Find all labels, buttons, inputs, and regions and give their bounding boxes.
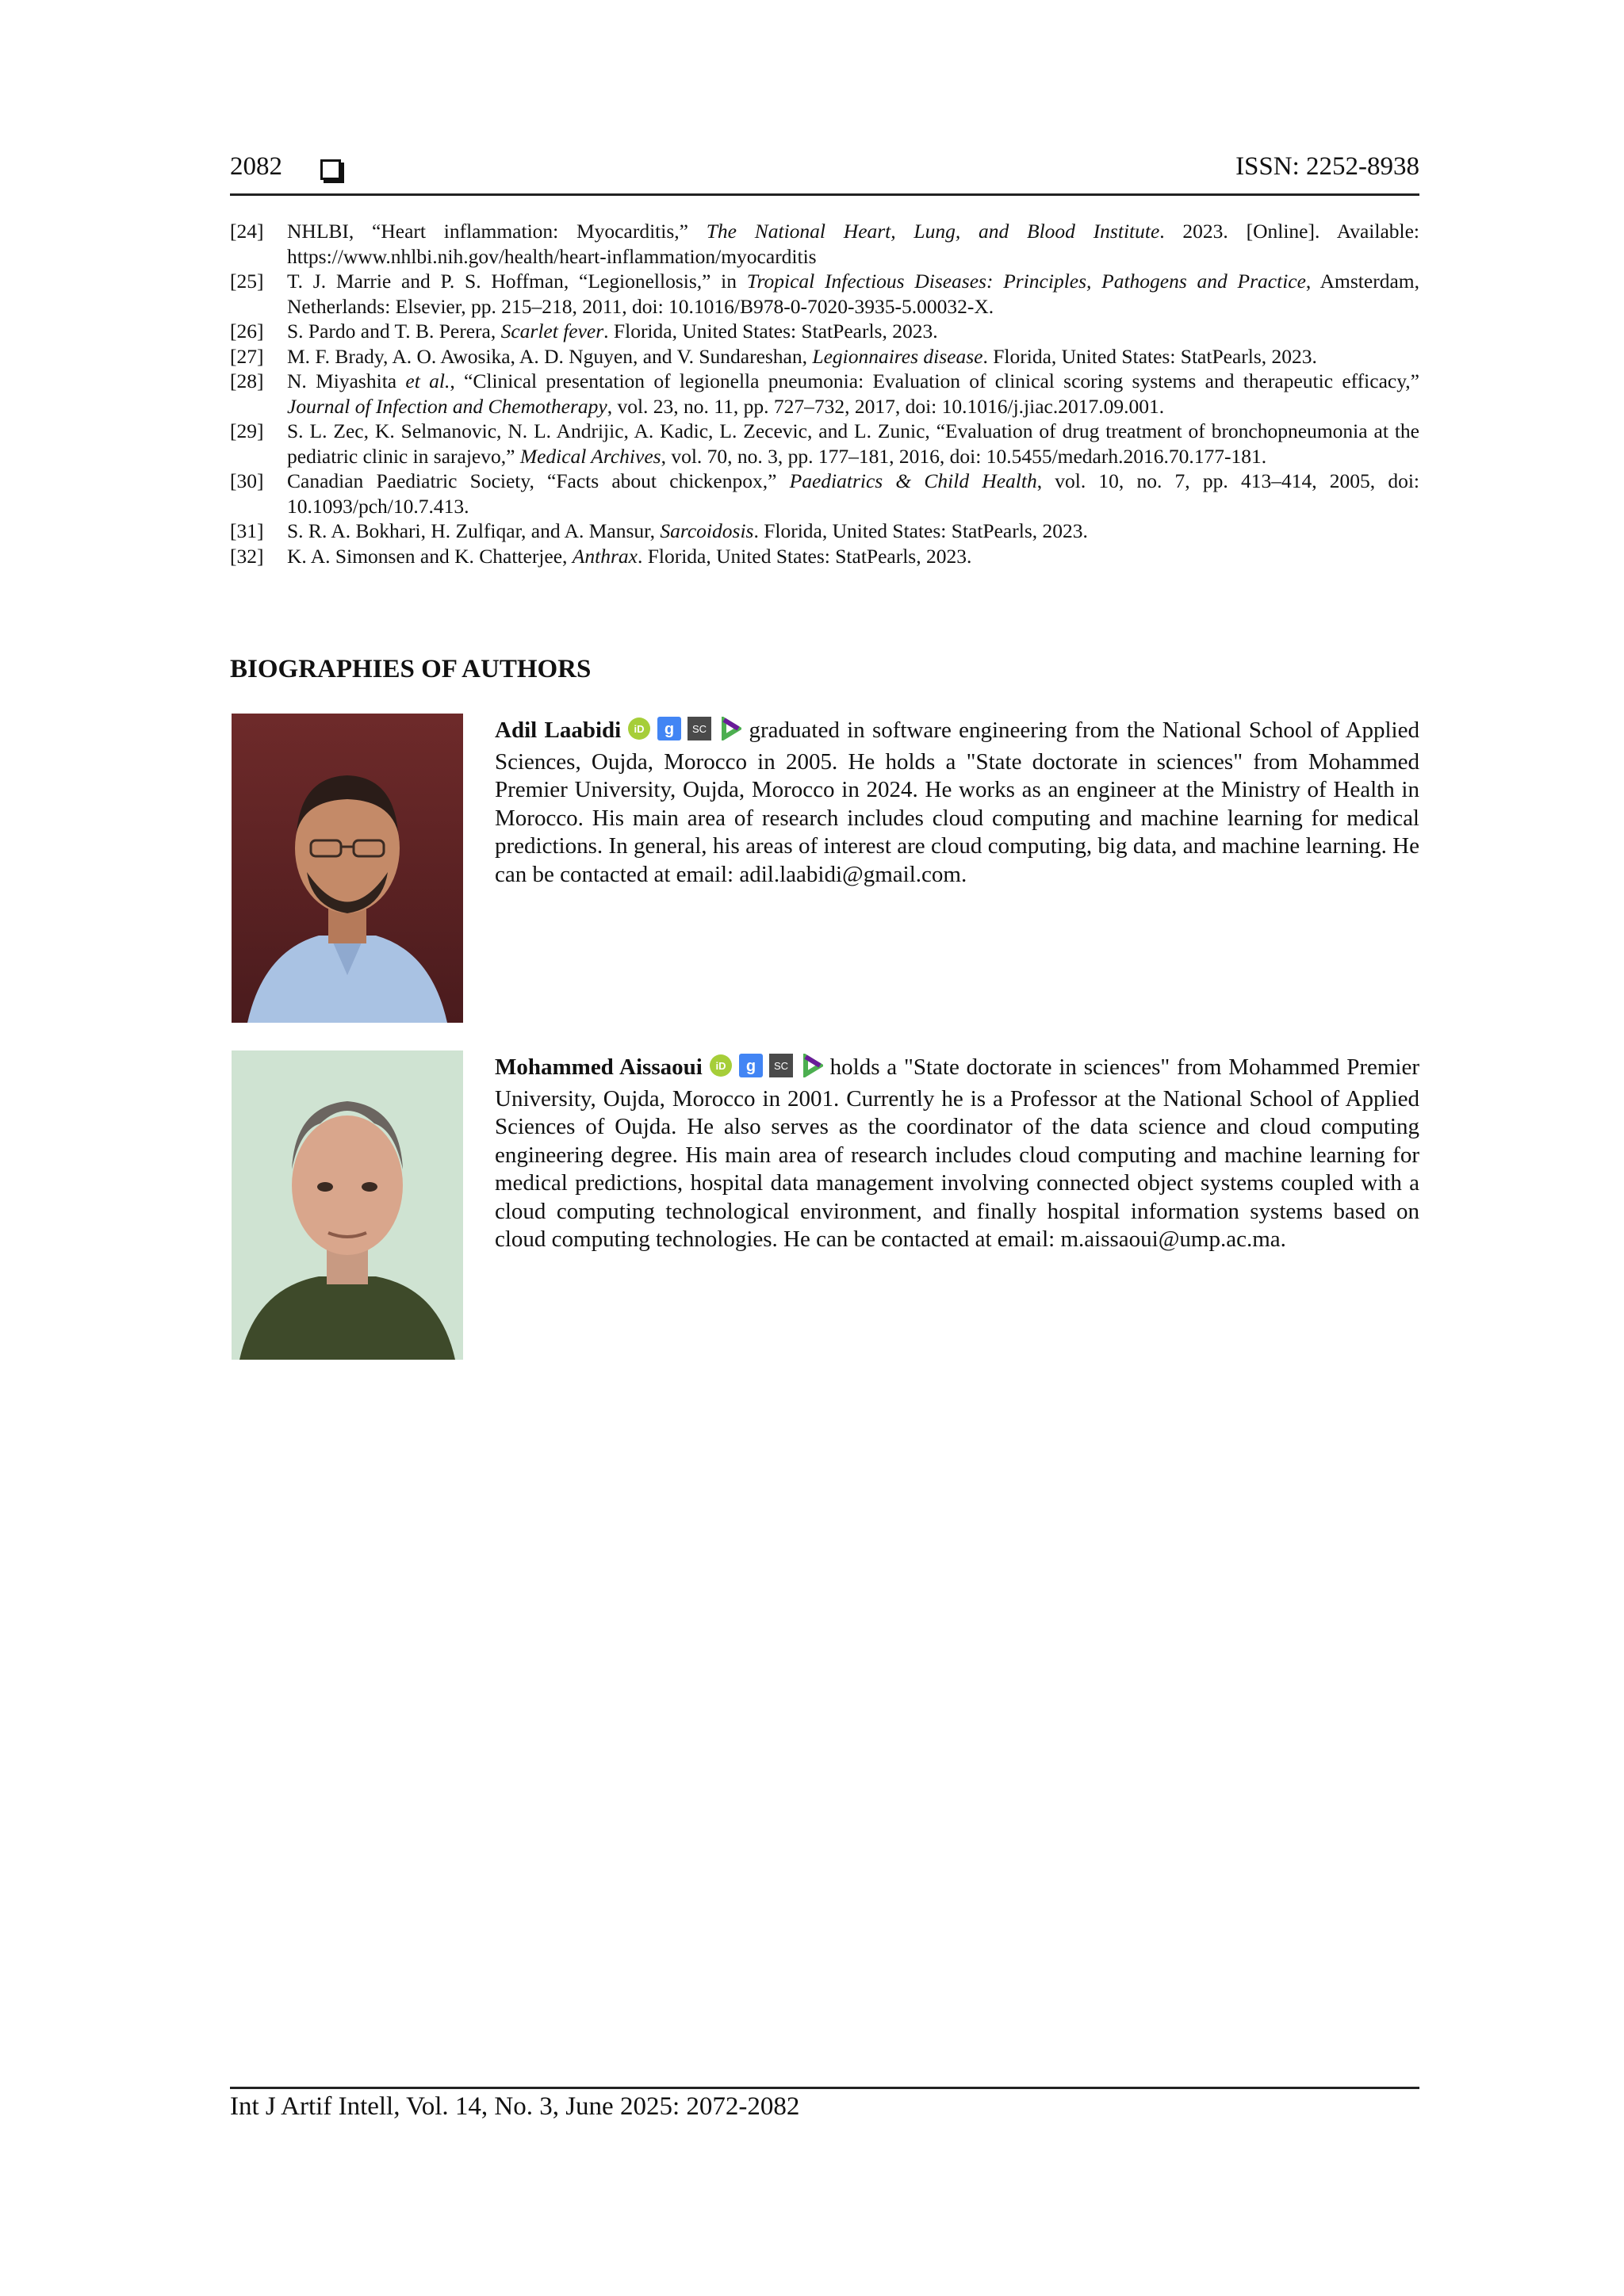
- reference-segment: T. J. Marrie and P. S. Hoffman, “Legionellosis,” in: [287, 270, 747, 293]
- reference-number: [29]: [230, 419, 264, 442]
- reference-text: [287, 519, 1088, 542]
- reference-segment: S. R. A. Bokhari, H. Zulfiqar, and A. Mansur,: [287, 519, 661, 542]
- reference-italic-segment: et al.: [405, 369, 450, 392]
- reference-italic-segment: Tropical Infectious Diseases: Principles, Pathogens and Practice: [746, 270, 1306, 293]
- reference-item: [230, 219, 1419, 269]
- reference-italic-segment: Sarcoidosis: [660, 519, 754, 542]
- bio-body: holds a "State doctorate in sciences" from Mohammed Premier University, Oujda, Morocco in 2001. Currently he is a Professor at the National School of Applied Sciences of Oujda. He also serves as the coordinator of the data science and cloud computing engineering degree. His main area of research includes cloud computing and machine learning for medical predictions, hospital data management involving connected object systems coupled with a cloud computing technological environment, and finally hospital information systems based on cloud computing technologies. He can be contacted at email: m.aissaoui@ump.ac.ma.: [495, 1054, 1420, 1252]
- author-photo: [232, 1050, 463, 1360]
- reference-item: [230, 519, 1419, 544]
- reference-segment: K. A. Simonsen and K. Chatterjee,: [287, 544, 573, 568]
- orcid-label: iD: [715, 1060, 726, 1072]
- reference-segment: , “Clinical presentation of legionella pneumonia: Evaluation of clinical scoring systems and therapeutic efficacy,”: [450, 369, 1420, 392]
- reference-number: [25]: [230, 270, 264, 293]
- orcid-icon[interactable]: [709, 1054, 733, 1085]
- author-name: Mohammed Aissaoui: [495, 1054, 703, 1080]
- journal-citation: Int J Artif Intell, Vol. 14, No. 3, June 2025: 2072-2082: [230, 2092, 800, 2121]
- scholar-label: g: [745, 1058, 756, 1075]
- reference-segment: Canadian Paediatric Society, “Facts about chickenpox,”: [287, 469, 790, 492]
- reference-number: [30]: [230, 469, 264, 492]
- orcid-label: iD: [634, 723, 645, 735]
- reference-segment: . 2023. [Online]. Available: https://www.nhlbi.nih.gov/health/heart-inflammation/myocarditis: [287, 220, 1420, 268]
- author-name: Adil Laabidi: [495, 718, 622, 743]
- reference-italic-segment: The National Heart, Lung, and Blood Institute: [706, 220, 1160, 243]
- reference-number: [24]: [230, 220, 264, 243]
- reference-segment: M. F. Brady, A. O. Awosika, A. D. Nguyen, and V. Sundareshan,: [287, 344, 813, 368]
- bio-text: [495, 1054, 1419, 1254]
- publons-icon[interactable]: [718, 717, 741, 748]
- reference-segment: . Florida, United States: StatPearls, 2023.: [603, 320, 938, 342]
- reference-item: [230, 344, 1419, 369]
- reference-item: [230, 419, 1419, 469]
- reference-italic-segment: Legionnaires disease: [812, 344, 983, 368]
- publons-icon[interactable]: [799, 1054, 823, 1085]
- google-scholar-icon[interactable]: [657, 717, 681, 748]
- reference-item: [230, 469, 1419, 519]
- reference-item: [230, 369, 1419, 419]
- reference-text: [287, 270, 1419, 318]
- reference-segment: . Florida, United States: StatPearls, 2023.: [753, 519, 1088, 542]
- reference-italic-segment: Journal of Infection and Chemotherapy: [287, 394, 607, 418]
- reference-list: [230, 219, 1419, 568]
- reference-text: [287, 369, 1419, 418]
- reference-italic-segment: Anthrax: [572, 544, 638, 568]
- reference-text: [287, 469, 1419, 518]
- reference-number: [26]: [230, 320, 264, 342]
- checkbox-square-icon: [320, 159, 341, 180]
- reference-number: [27]: [230, 344, 264, 368]
- reference-italic-segment: Paediatrics & Child Health: [789, 469, 1037, 492]
- scopus-label: SC: [773, 1060, 788, 1072]
- reference-segment: , Amsterdam, Netherlands: Elsevier, pp. 215–218, 2011, doi: 10.1016/B978-0-7020-3935-5.00032-X.: [287, 270, 1419, 318]
- reference-number: [32]: [230, 544, 264, 568]
- reference-text: [287, 545, 971, 568]
- reference-segment: , vol. 23, no. 11, pp. 727–732, 2017, doi: 10.1016/j.jiac.2017.09.001.: [607, 394, 1165, 418]
- reference-text: [287, 220, 1419, 268]
- orcid-icon[interactable]: [627, 717, 651, 748]
- biographies-heading: BIOGRAPHIES OF AUTHORS: [230, 655, 592, 683]
- reference-segment: NHLBI, “Heart inflammation: Myocarditis,”: [287, 220, 707, 243]
- reference-segment: , vol. 10, no. 7, pp. 413–414, 2005, doi: 10.1093/pch/10.7.413.: [287, 469, 1419, 518]
- reference-italic-segment: Scarlet fever: [500, 320, 604, 342]
- bio-text: [495, 717, 1419, 889]
- reference-segment: N. Miyashita: [287, 369, 406, 392]
- reference-segment: S. L. Zec, K. Selmanovic, N. L. Andrijic, A. Kadic, L. Zecevic, and L. Zunic, “Evaluation of drug treatment of bronchopneumonia at the pediatric clinic in sarajevo,”: [287, 419, 1419, 468]
- issn: ISSN: 2252-8938: [1235, 152, 1419, 181]
- scopus-label: SC: [692, 723, 707, 735]
- reference-segment: , vol. 70, no. 3, pp. 177–181, 2016, doi: 10.5455/medarh.2016.70.177-181.: [661, 444, 1267, 468]
- reference-text: [287, 320, 938, 342]
- reference-segment: . Florida, United States: StatPearls, 2023.: [982, 344, 1317, 368]
- scopus-icon[interactable]: [769, 1054, 793, 1085]
- reference-item: [230, 544, 1419, 569]
- page-footer: [230, 2087, 1419, 2121]
- scopus-icon[interactable]: [688, 717, 711, 748]
- reference-number: [28]: [230, 369, 264, 392]
- reference-item: [230, 319, 1419, 344]
- reference-text: [287, 419, 1419, 468]
- reference-text: [287, 345, 1317, 368]
- page-header: [230, 152, 1419, 196]
- reference-item: [230, 269, 1419, 319]
- scholar-label: g: [665, 721, 675, 738]
- reference-segment: S. Pardo and T. B. Perera,: [287, 320, 501, 342]
- reference-italic-segment: Medical Archives: [519, 444, 661, 468]
- page-number: 2082: [230, 152, 282, 181]
- reference-number: [31]: [230, 519, 264, 542]
- author-photo: [232, 714, 463, 1023]
- bio-body: graduated in software engineering from the National School of Applied Sciences, Oujda, Morocco in 2005. He holds a "State doctorate in sciences" from Mohammed Premier University, Oujda, Morocco in 2024. He works as an engineer at the Ministry of Health in Morocco. His main area of research includes cloud computing and machine learning for medical predictions. In general, his areas of interest are cloud computing, big data, and machine learning. He can be contacted at email: adil.laabidi@gmail.com.: [495, 718, 1419, 887]
- reference-segment: . Florida, United States: StatPearls, 2023.: [637, 544, 972, 568]
- google-scholar-icon[interactable]: [739, 1054, 763, 1085]
